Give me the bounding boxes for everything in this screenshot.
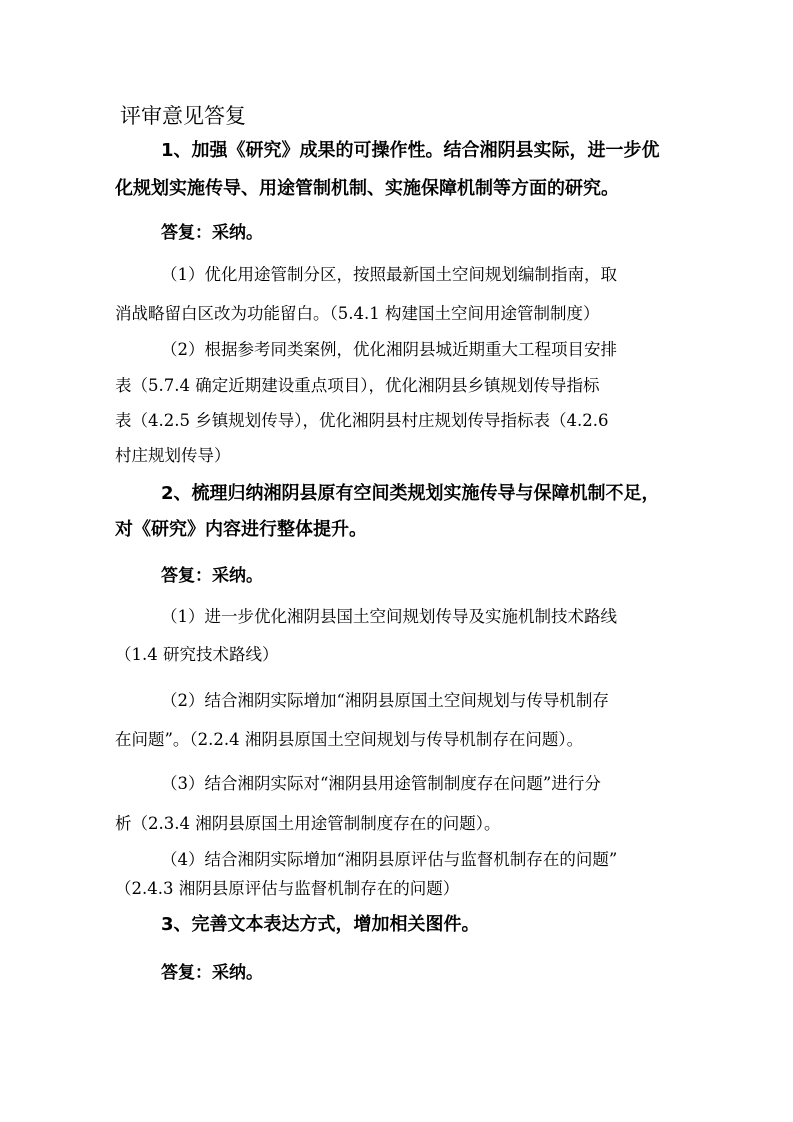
item-1-1-line-1: （1）优化用途管制分区，按照最新国土空间规划编制指南，取 [161,265,617,284]
item-1-2-line-1: （2）根据参考同类案例，优化湘阴县城近期重大工程项目安排 [161,340,617,359]
comment-1-line-2: 化规划实施传导、用途管制机制、实施保障机制等方面的研究。 [115,178,619,199]
item-1-1-line-2: 消战略留白区改为功能留白。（5.4.1 构建国土空间用途管制制度） [115,304,600,323]
item-2-1-line-2: （1.4 研究技术路线） [115,645,279,664]
item-1-2-line-3: 表（4.2.5 乡镇规划传导），优化湘阴县村庄规划传导指标表（4.2.6 [115,411,609,430]
item-1-2-line-2: 表（5.7.4 确定近期建设重点项目），优化湘阴县乡镇规划传导指标 [115,376,600,395]
comment-1-line-1: 1、加强《研究》成果的可操作性。结合湘阴县实际，进一步优 [161,140,660,161]
comment-3-line-1: 3、完善文本表达方式，增加相关图件。 [161,914,480,935]
item-2-4-line-2: （2.4.3 湘阴县原评估与监督机制存在的问题） [115,879,460,898]
item-2-1-line-1: （1）进一步优化湘阴县国土空间规划传导及实施机制技术路线 [161,607,617,626]
comment-2-line-1: 2、梳理归纳湘阴县原有空间类规划实施传导与保障机制不足， [161,483,660,504]
comment-2-line-2: 对《研究》内容进行整体提升。 [115,519,367,540]
item-2-2-line-2: 在问题”。（2.2.4 湘阴县原国土空间规划与传导机制存在问题）。 [115,730,584,749]
item-2-2-line-1: （2）结合湘阴实际增加“湘阴县原国土空间规划与传导机制存 [161,691,609,710]
item-1-2-line-4: 村庄规划传导） [115,446,231,465]
reply-2: 答复：采纳。 [161,566,263,586]
item-2-4-line-1: （4）结合湘阴实际增加“湘阴县原评估与监督机制存在的问题” [161,850,618,869]
item-2-3-line-1: （3）结合湘阴实际对“湘阴县用途管制制度存在问题”进行分 [161,774,601,793]
reply-3: 答复：采纳。 [161,963,263,983]
page-title: 评审意见答复 [120,104,246,128]
item-2-3-line-2: 析（2.3.4 湘阴县原国土用途管制制度存在的问题）。 [115,814,501,833]
reply-1: 答复：采纳。 [161,223,263,243]
